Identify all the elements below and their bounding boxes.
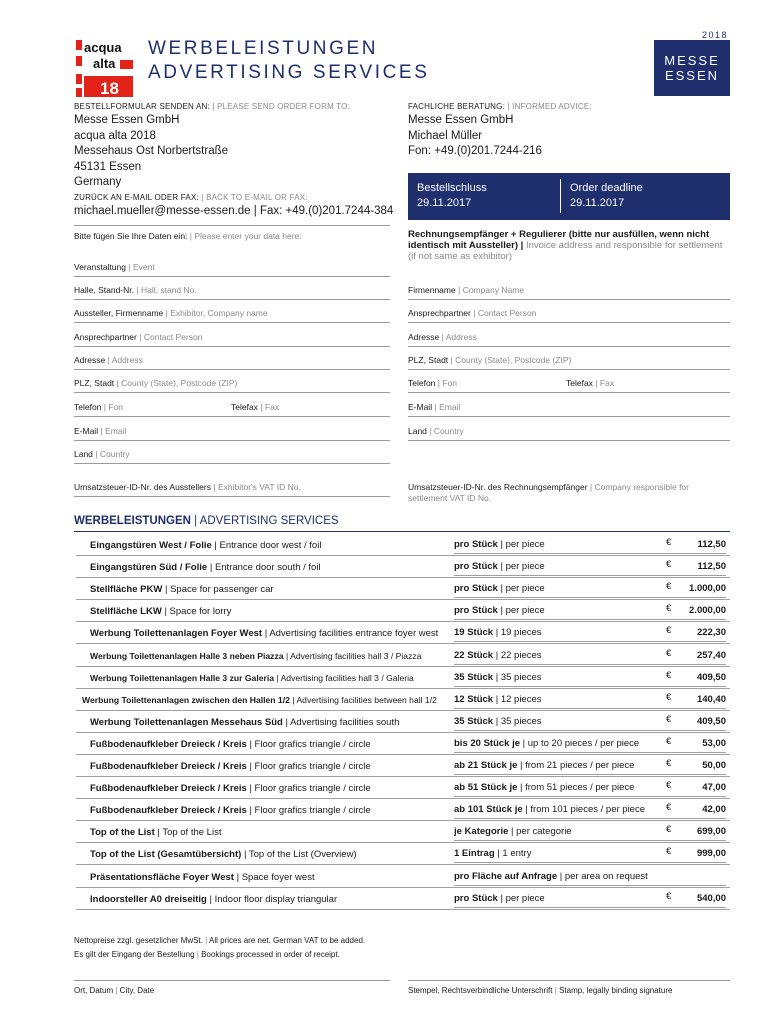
deadline-label-de: Bestellschluss — [417, 182, 487, 194]
currency-symbol: € — [666, 559, 672, 571]
field-invoice-vat-id[interactable]: Umsatzsteuer-ID-Nr. des Rechnungsempfänger | Company responsible for settlement VAT ID No. — [408, 482, 689, 503]
advice-label: FACHLICHE BERATUNG: | INFORMED ADVICE: — [408, 102, 592, 111]
field-email[interactable]: E-Mail | Email — [74, 426, 127, 436]
service-row[interactable] — [76, 689, 730, 711]
service-row[interactable] — [76, 578, 730, 600]
service-name: Eingangstüren Süd / Folie | Entrance door south / foil — [90, 562, 321, 574]
service-row[interactable] — [76, 843, 730, 865]
field-invoice-postcode-city[interactable]: PLZ, Stadt | County (State), Postcode (ZIP) — [408, 355, 572, 365]
service-price: 540,00 — [696, 892, 726, 904]
service-row[interactable] — [76, 733, 730, 755]
field-invoice-phone[interactable]: Telefon | Fon — [408, 378, 458, 388]
service-unit: pro Stück | per piece — [454, 561, 545, 573]
field-invoice-fax[interactable]: Telefax | Fax — [566, 378, 615, 388]
service-unit: ab 101 Stück je | from 101 pieces / per piece — [454, 804, 645, 816]
messe-logo-line1: MESSE — [664, 53, 720, 68]
service-price: 699,00 — [696, 826, 726, 838]
service-price: 112,50 — [697, 561, 726, 573]
service-row[interactable] — [76, 821, 730, 843]
year-label: 2018 — [701, 30, 728, 40]
field-invoice-contact[interactable]: Ansprechpartner | Contact Person — [408, 308, 537, 318]
service-name: Stellfläche PKW | Space for passenger car — [90, 584, 274, 596]
field-invoice-company[interactable]: Firmenname | Company Name — [408, 285, 525, 295]
service-name: Werbung Toilettenanlagen Messehaus Süd | Advertising facilities south — [90, 716, 400, 728]
messe-essen-logo — [654, 40, 730, 96]
logo-text-alta: alta — [93, 56, 116, 71]
currency-symbol: € — [666, 802, 672, 814]
field-event[interactable]: Veranstaltung | Event — [74, 262, 155, 272]
service-unit: ab 21 Stück je | from 21 pieces / per piece — [454, 760, 635, 771]
service-row[interactable] — [76, 799, 730, 821]
service-price: 42,00 — [702, 804, 726, 816]
service-name: Top of the List | Top of the List — [90, 827, 222, 839]
currency-symbol: € — [666, 758, 672, 769]
service-price: 2.000,00 — [689, 605, 726, 617]
deadline-date-de: 29.11.2017 — [417, 197, 472, 209]
service-unit: 1 Eintrag | 1 entry — [454, 848, 532, 860]
service-price: 409,50 — [696, 715, 726, 727]
currency-symbol: € — [666, 669, 672, 681]
advice-contact: Messe Essen GmbH Michael Müller Fon: +49.(0)201.7244-216 — [408, 114, 542, 157]
currency-symbol: € — [666, 625, 672, 637]
field-postcode-city[interactable]: PLZ, Stadt | County (State), Postcode (ZIP) — [74, 378, 238, 388]
service-unit: pro Fläche auf Anfrage | per area on request — [454, 870, 648, 882]
service-price: 222,30 — [696, 627, 726, 639]
invoice-address-title: Rechnungsempfänger + Regulierer (bitte nur ausfüllen, wenn nicht identisch mit Aussteller) | Invoice address and responsible for settlement (if not same as exhibitor) — [408, 229, 723, 262]
service-unit: 19 Stück | 19 pieces — [454, 627, 542, 639]
service-row[interactable] — [76, 645, 730, 667]
field-hall-stand[interactable]: Halle, Stand-Nr. | Hall, stand No. — [74, 285, 197, 295]
field-invoice-address[interactable]: Adresse | Address — [408, 332, 477, 342]
service-unit: pro Stück | per piece — [454, 605, 545, 617]
service-price: 112,50 — [697, 539, 726, 550]
currency-symbol: € — [666, 537, 672, 548]
service-row[interactable] — [76, 777, 730, 799]
footer-note-vat: Nettopreise zzgl. gesetzlicher MwSt. | All prices are net. German VAT to be added. — [74, 936, 366, 945]
service-unit: 35 Stück | 35 pieces — [454, 715, 542, 727]
service-name: Fußbodenaufkleber Dreieck / Kreis | Floor grafics triangle / circle — [90, 783, 371, 795]
service-unit: 22 Stück | 22 pieces — [454, 649, 542, 661]
field-address[interactable]: Adresse | Address — [74, 355, 143, 365]
service-name: Stellfläche LKW | Space for lorry — [90, 606, 232, 618]
service-price: 257,40 — [696, 649, 726, 661]
service-name: Eingangstüren West / Folie | Entrance door west / foil — [90, 540, 322, 551]
logo-text-year: 18 — [100, 79, 119, 97]
service-row[interactable] — [76, 556, 730, 578]
service-price: 140,40 — [696, 693, 726, 705]
page-title-de: WERBELEISTUNGEN — [148, 38, 379, 59]
service-name: Werbung Toilettenanlagen Foyer West | Advertising facilities entrance foyer west — [90, 628, 439, 640]
form-intro: Bitte fügen Sie Ihre Daten ein: | Please enter your data here: — [74, 231, 302, 241]
currency-symbol: € — [666, 890, 672, 902]
deadline-label-en: Order deadline — [570, 182, 643, 194]
currency-symbol: € — [666, 713, 672, 725]
field-country[interactable]: Land | Country — [74, 449, 130, 459]
signature-stamp[interactable]: Stempel, Rechtsverbindliche Unterschrift | Stamp, legally binding signature — [408, 986, 673, 995]
service-name: Werbung Toilettenanlagen Halle 3 zur Galeria | Advertising facilities hall 3 / Galeria — [90, 672, 414, 683]
service-price: 47,00 — [702, 782, 726, 794]
page-title-en: ADVERTISING SERVICES — [148, 62, 430, 83]
return-contact: michael.mueller@messe-essen.de | Fax: +49.(0)201.7244-384 — [74, 205, 394, 217]
currency-symbol: € — [666, 735, 672, 747]
messe-logo-line2: ESSEN — [664, 68, 720, 83]
field-contact-person[interactable]: Ansprechpartner | Contact Person — [74, 332, 203, 342]
service-name: Präsentationsfläche Foyer West | Space foyer west — [90, 871, 315, 883]
currency-symbol: € — [666, 780, 672, 792]
order-to-label: BESTELLFORMULAR SENDEN AN: | PLEASE SEND ORDER FORM TO: — [74, 102, 350, 111]
service-name: Werbung Toilettenanlagen zwischen den Hallen 1/2 | Advertising facilities between hall 1/2 — [82, 694, 437, 705]
service-row[interactable] — [76, 711, 730, 733]
service-unit: je Kategorie | per categorie — [454, 826, 572, 838]
field-invoice-country[interactable]: Land | Country — [408, 426, 464, 436]
deadline-date-en: 29.11.2017 — [570, 197, 625, 209]
service-price: 409,50 — [696, 671, 726, 683]
currency-symbol: € — [666, 603, 672, 615]
currency-symbol: € — [666, 691, 672, 703]
service-row[interactable] — [76, 534, 730, 556]
services-title: WERBELEISTUNGEN | ADVERTISING SERVICES — [74, 515, 339, 527]
field-fax[interactable]: Telefax | Fax — [231, 402, 280, 412]
footer-note-order: Es gilt der Eingang der Bestellung | Bookings processed in order of receipt. — [74, 950, 340, 959]
service-unit: pro Stück | per piece — [454, 539, 545, 550]
service-row[interactable] — [76, 667, 730, 689]
order-to-address: Messe Essen GmbH acqua alta 2018 Messehaus Ost Norbertstraße 45131 Essen Germany — [74, 114, 229, 188]
service-name: Fußbodenaufkleber Dreieck / Kreis | Floor grafics triangle / circle — [90, 761, 371, 772]
service-row[interactable] — [76, 622, 730, 644]
service-row[interactable] — [76, 866, 730, 888]
service-name: Fußbodenaufkleber Dreieck / Kreis | Floor grafics triangle / circle — [90, 805, 371, 817]
service-unit: ab 51 Stück je | from 51 pieces / per piece — [454, 782, 635, 794]
service-price: 999,00 — [696, 848, 726, 860]
field-invoice-email[interactable]: E-Mail | Email — [408, 402, 461, 412]
logo-text-acqua: acqua — [84, 40, 122, 55]
service-price: 1.000,00 — [689, 583, 726, 595]
service-price: 50,00 — [702, 760, 726, 771]
service-row[interactable] — [76, 888, 730, 910]
service-unit: 12 Stück | 12 pieces — [454, 693, 542, 705]
signature-place-date[interactable]: Ort, Datum | City, Date — [74, 986, 155, 995]
service-price: 53,00 — [702, 737, 726, 749]
acqua-alta-logo — [76, 40, 133, 97]
currency-symbol: € — [666, 824, 672, 836]
order-deadline-box — [408, 173, 730, 220]
return-label: ZURÜCK AN E-MAIL ODER FAX: | BACK TO E-MAIL OR FAX: — [74, 193, 308, 202]
currency-symbol: € — [666, 846, 672, 858]
currency-symbol: € — [666, 647, 672, 659]
service-unit: 35 Stück | 35 pieces — [454, 671, 542, 683]
currency-symbol: € — [666, 581, 672, 593]
service-name: Fußbodenaufkleber Dreieck / Kreis | Floor grafics triangle / circle — [90, 738, 371, 750]
field-phone[interactable]: Telefon | Fon — [74, 402, 124, 412]
service-name: Indoorsteller A0 dreiseitig | Indoor floor display triangular — [90, 893, 338, 905]
service-row[interactable] — [76, 755, 730, 777]
service-row[interactable] — [76, 600, 730, 622]
service-name: Top of the List (Gesamtübersicht) | Top of the List (Overview) — [90, 849, 357, 861]
service-unit: pro Stück | per piece — [454, 583, 545, 595]
field-exhibitor[interactable]: Aussteller, Firmenname | Exhibitor, Company name — [74, 308, 268, 318]
service-name: Werbung Toilettenanlagen Halle 3 neben Piazza | Advertising facilities hall 3 / Piazza — [90, 650, 422, 661]
field-exhibitor-vat-id[interactable]: Umsatzsteuer-ID-Nr. des Ausstellers | Exhibitor's VAT ID No. — [74, 482, 301, 492]
service-unit: bis 20 Stück je | up to 20 pieces / per piece — [454, 737, 640, 749]
service-unit: pro Stück | per piece — [454, 892, 545, 904]
